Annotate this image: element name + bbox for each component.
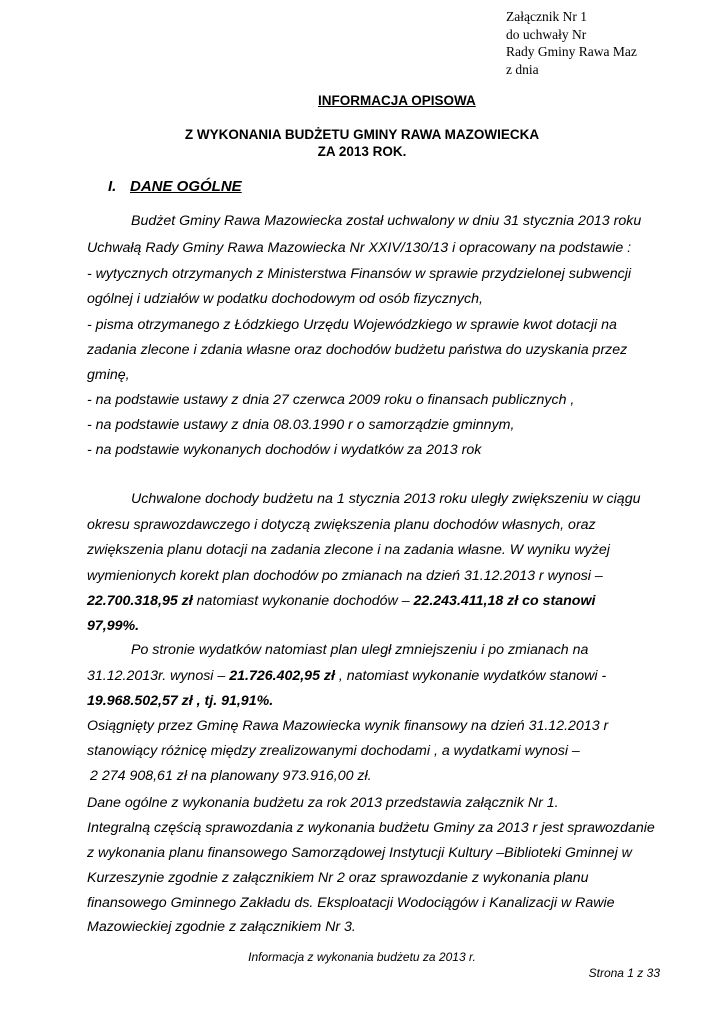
paragraph-line: finansowego Gminnego Zakładu ds. Eksploatacji Wodociągów i Kanalizacji w Rawie	[87, 895, 615, 911]
paragraph-line: Mazowieckiej zgodnie z załącznikiem Nr 3.	[87, 919, 356, 935]
paragraph-line: - na podstawie ustawy z dnia 27 czerwca 2009 roku o finansach publicznych ,	[87, 392, 575, 408]
page-number: Strona 1 z 33	[588, 966, 660, 980]
paragraph-line: Budżet Gminy Rawa Mazowiecka został uchwalony w dniu 31 stycznia 2013 roku	[131, 213, 642, 229]
paragraph-line	[87, 593, 595, 609]
paragraph-line: Uchwałą Rady Gminy Rawa Mazowiecka Nr XXIV/130/13 i opracowany na podstawie :	[87, 240, 632, 256]
paragraph-text: , natomiast wykonanie wydatków stanowi -	[334, 668, 607, 684]
paragraph-line: - na podstawie ustawy z dnia 08.03.1990 r o samorządzie gminnym,	[87, 417, 515, 433]
executed-income-amount: 22.243.411,18 zł co stanowi	[413, 593, 596, 609]
planned-expense-amount: 21.726.402,95 zł	[229, 668, 335, 684]
section-title: DANE OGÓLNE	[130, 178, 242, 195]
annex-line: do uchwały Nr	[506, 26, 587, 42]
annex-header	[506, 8, 637, 78]
planned-income-amount: 22.700.318,95 zł	[87, 593, 193, 609]
paragraph-line: ogólnej i udziałów w podatku dochodowym od osób fizycznych,	[87, 291, 483, 307]
paragraph-line: Integralną częścią sprawozdania z wykonania budżetu Gminy za 2013 r jest sprawozdanie	[87, 820, 655, 836]
paragraph-line: wymienionych korekt plan dochodów po zmianach na dzień 31.12.2013 r wynosi –	[87, 568, 603, 584]
paragraph-line	[87, 668, 606, 684]
paragraph-line: Uchwalone dochody budżetu na 1 stycznia 2013 roku uległy zwiększeniu w ciągu	[131, 491, 641, 507]
paragraph-line: 2 274 908,61 zł na planowany 973.916,00 zł.	[90, 768, 372, 784]
section-number: I.	[108, 178, 117, 195]
document-subtitle: Z WYKONANIA BUDŻETU GMINY RAWA MAZOWIECKA	[184, 127, 540, 142]
paragraph-line	[87, 693, 273, 709]
paragraph-line: gminę,	[87, 367, 130, 383]
paragraph-line: okresu sprawozdawczego i dotyczą zwiększenia planu dochodów własnych, oraz	[87, 517, 596, 533]
annex-line: z dnia	[506, 61, 539, 77]
paragraph-line	[87, 618, 139, 634]
paragraph-text: natomiast wykonanie dochodów –	[192, 593, 414, 609]
document-subtitle-year: ZA 2013 ROK.	[317, 144, 407, 159]
paragraph-line: Kurzeszynie zgodnie z załącznikiem Nr 2 oraz sprawozdanie z wykonania planu	[87, 870, 589, 886]
annex-line: Załącznik Nr 1	[506, 9, 587, 24]
footer-caption: Informacja z wykonania budżetu za 2013 r.	[248, 950, 476, 964]
paragraph-line: z wykonania planu finansowego Samorządowej Instytucji Kultury –Biblioteki Gminnej w	[87, 845, 632, 861]
income-percent: 97,99%.	[87, 618, 140, 634]
paragraph-line: stanowiący różnicę między zrealizowanymi dochodami , a wydatkami wynosi –	[87, 743, 580, 759]
document-title: INFORMACJA OPISOWA	[318, 93, 476, 108]
section-heading	[108, 178, 242, 195]
paragraph-line: Po stronie wydatków natomiast plan uległ zmniejszeniu i po zmianach na	[131, 642, 589, 658]
paragraph-line: - wytycznych otrzymanych z Ministerstwa Finansów w sprawie przydzielonej subwencji	[87, 266, 632, 282]
executed-expense-amount: 19.968.502,57 zł , tj. 91,91%.	[87, 693, 274, 709]
paragraph-line: zwiększenia planu dotacji na zadania zlecone i na zadania własne. W wyniku wyżej	[87, 542, 610, 558]
paragraph-line: - na podstawie wykonanych dochodów i wydatków za 2013 rok	[87, 442, 482, 458]
paragraph-line: Dane ogólne z wykonania budżetu za rok 2013 przedstawia załącznik Nr 1.	[87, 795, 559, 811]
paragraph-line: zadania zlecone i zdania własne oraz dochodów budżetu państwa do uzyskania przez	[87, 342, 628, 358]
annex-line: Rady Gminy Rawa Maz	[506, 44, 637, 59]
paragraph-text: 31.12.2013r. wynosi –	[87, 668, 230, 684]
paragraph-line: - pisma otrzymanego z Łódzkiego Urzędu Wojewódzkiego w sprawie kwot dotacji na	[87, 317, 617, 333]
paragraph-line: Osiągnięty przez Gminę Rawa Mazowiecka wynik finansowy na dzień 31.12.2013 r	[87, 718, 609, 734]
